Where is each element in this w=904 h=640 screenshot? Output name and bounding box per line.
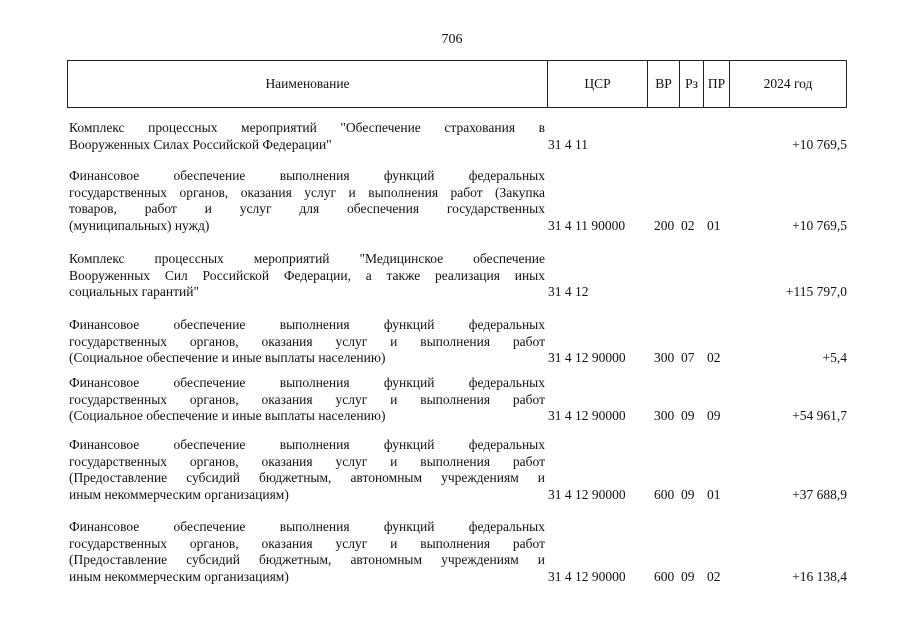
- table-row: [67, 437, 847, 503]
- row-vr: 600: [654, 568, 675, 584]
- row-name-line: товаров, работ и услуг для обеспечения государственных: [69, 201, 545, 217]
- table-row: [67, 251, 847, 301]
- row-name-line: социальных гарантий": [69, 284, 199, 300]
- row-name-line: Финансовое обеспечение выполнения функций федеральных: [69, 317, 545, 332]
- row-csr: 31 4 12 90000: [548, 486, 626, 502]
- row-name: [69, 437, 545, 503]
- row-name-line: государственных органов, оказания услуг и выполнения работ: [69, 391, 545, 407]
- table-header: [67, 60, 847, 108]
- row-name-line: Комплекс процессных мероприятий "Медицинское обеспечение: [69, 251, 545, 266]
- row-rz: 09: [681, 486, 695, 502]
- row-name-line: Финансовое обеспечение выполнения функций федеральных: [69, 519, 545, 534]
- row-vr: 300: [654, 350, 675, 366]
- header-vr: ВР: [648, 61, 680, 107]
- row-name-line: (Социальное обеспечение и иные выплаты населению): [69, 350, 386, 366]
- row-name-line: (Социальное обеспечение и иные выплаты населению): [69, 408, 386, 424]
- row-rz: 09: [681, 568, 695, 584]
- table-row: [67, 120, 847, 153]
- row-vr: 600: [654, 486, 675, 502]
- table-row: [67, 375, 847, 425]
- row-csr: 31 4 11: [548, 136, 588, 152]
- row-amount: +37 688,9: [792, 486, 847, 502]
- row-name: [69, 375, 545, 425]
- row-name: [69, 519, 545, 585]
- row-vr: 200: [654, 217, 675, 233]
- row-name-line: Вооруженных Силах Российской Федерации": [69, 136, 332, 152]
- row-name: [69, 317, 545, 367]
- page-number: 706: [441, 32, 463, 47]
- row-name-line: Финансовое обеспечение выполнения функций федеральных: [69, 437, 545, 452]
- row-csr: 31 4 12 90000: [548, 350, 626, 366]
- row-amount: +10 769,5: [792, 136, 847, 152]
- row-name-line: (муниципальных) нужд): [69, 217, 210, 233]
- row-pr: 01: [707, 486, 721, 502]
- table-row: [67, 168, 847, 234]
- row-csr: 31 4 12: [548, 284, 589, 300]
- row-name-line: (Предоставление субсидий бюджетным, автономным учреждениям и: [69, 470, 545, 486]
- row-name-line: иным некоммерческим организациям): [69, 486, 289, 502]
- row-amount: +54 961,7: [792, 408, 847, 424]
- row-rz: 09: [681, 408, 695, 424]
- row-name-line: иным некоммерческим организациям): [69, 568, 289, 584]
- row-name: [69, 120, 545, 153]
- row-csr: 31 4 11 90000: [548, 217, 626, 233]
- row-name-line: государственных органов, оказания услуг и выполнения работ: [69, 453, 545, 469]
- header-name: Наименование: [68, 61, 548, 107]
- header-year: 2024 год: [763, 76, 813, 91]
- row-rz: 02: [681, 217, 695, 233]
- row-pr: 09: [707, 408, 721, 424]
- table-row: [67, 317, 847, 367]
- row-name: [69, 251, 545, 301]
- row-name-line: Вооруженных Сил Российской Федерации, а также реализация иных: [69, 267, 545, 283]
- header-pr: ПР: [704, 61, 730, 107]
- header-csr: ЦСР: [548, 61, 648, 107]
- row-vr: 300: [654, 408, 675, 424]
- row-amount: +16 138,4: [792, 568, 847, 584]
- row-name: [69, 168, 545, 234]
- row-pr: 01: [707, 217, 721, 233]
- row-name-line: Комплекс процессных мероприятий "Обеспечение страхования в: [69, 120, 545, 135]
- row-amount: +10 769,5: [792, 217, 847, 233]
- row-name-line: государственных органов, оказания услуг и выполнения работ: [69, 535, 545, 551]
- header-rz: Рз: [680, 61, 704, 107]
- table-row: [67, 519, 847, 585]
- row-name-line: государственных органов, оказания услуг и выполнения работ (Закупка: [69, 184, 545, 200]
- row-name-line: (Предоставление субсидий бюджетным, автономным учреждениям и: [69, 552, 545, 568]
- row-name-line: Финансовое обеспечение выполнения функций федеральных: [69, 168, 545, 183]
- row-name-line: государственных органов, оказания услуг и выполнения работ: [69, 333, 545, 349]
- row-pr: 02: [707, 568, 721, 584]
- row-pr: 02: [707, 350, 721, 366]
- row-rz: 07: [681, 350, 695, 366]
- row-amount: +115 797,0: [785, 284, 847, 300]
- row-csr: 31 4 12 90000: [548, 568, 626, 584]
- row-csr: 31 4 12 90000: [548, 408, 626, 424]
- row-name-line: Финансовое обеспечение выполнения функций федеральных: [69, 375, 545, 390]
- row-amount: +5,4: [822, 350, 847, 366]
